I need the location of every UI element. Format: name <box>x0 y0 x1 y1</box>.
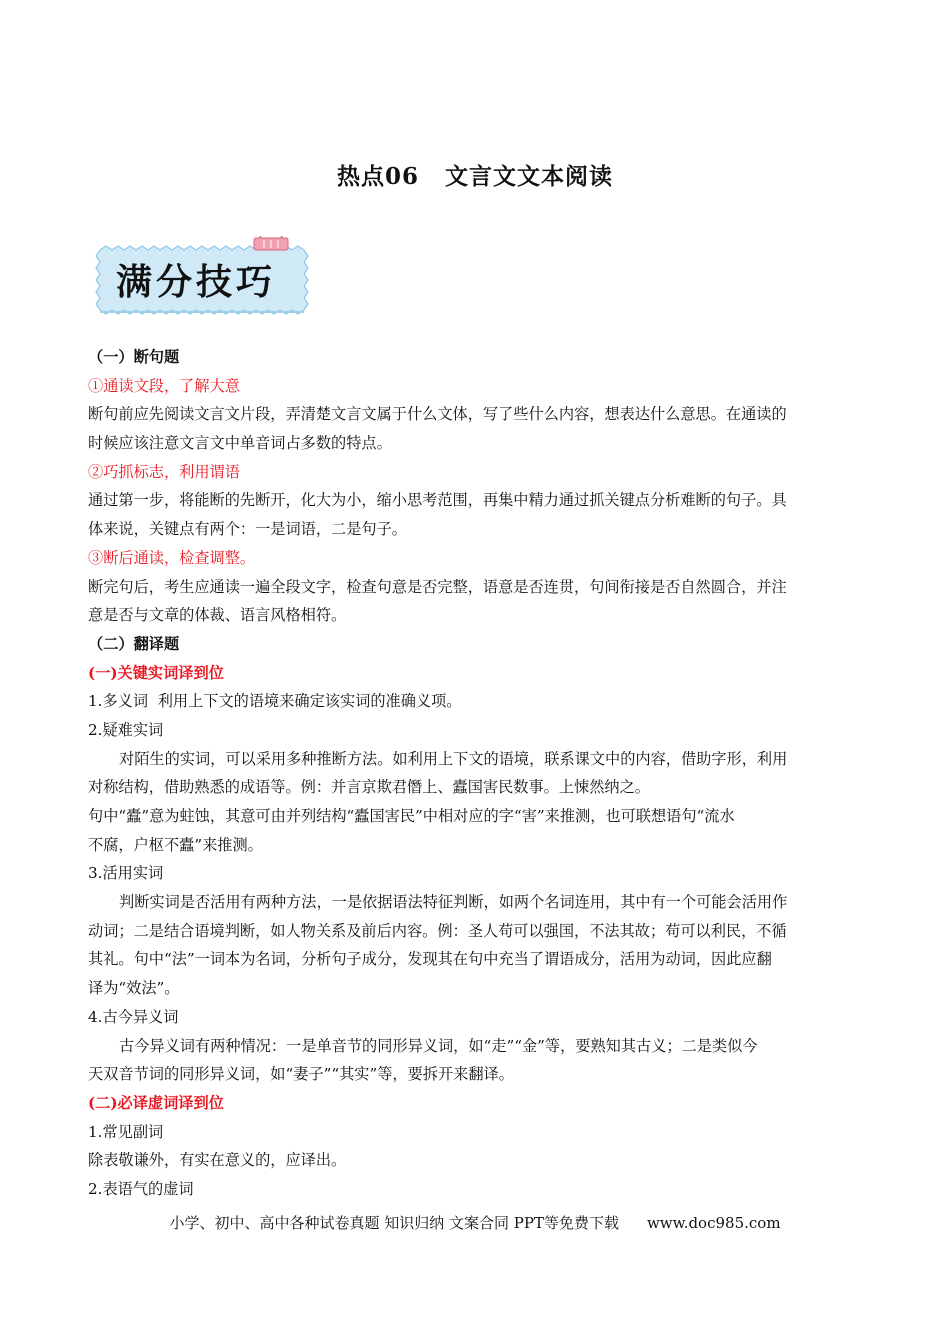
footer-text: 小学、初中、高中各种试卷真题 知识归纳 文案合同 PPT等免费下载 <box>169 1214 619 1232</box>
paragraph-line: 动词；二是结合语境判断，如人物关系及前后内容。例：圣人苟可以强国，不法其故；苟可以利民，不循 <box>88 921 787 940</box>
paragraph-line: 时候应该注意文言文中单音词占多数的特点。 <box>88 434 392 453</box>
binder-clip-icon <box>254 236 288 250</box>
footer-url-link[interactable]: www.doc985.com <box>646 1214 781 1232</box>
paragraph-line: 除表敬谦外，有实在意义的，应译出。 <box>88 1151 347 1170</box>
paragraph-line: 意是否与文章的体裁、语言风格相符。 <box>88 606 347 625</box>
numbered-item: 2.表语气的虚词 <box>88 1179 194 1198</box>
numbered-item: 1.多义词 利用上下文的语境来确定该实词的准确义项。 <box>88 692 462 711</box>
paragraph-line: 断句前应先阅读文言文片段，弄清楚文言文属于什么文体，写了些什么内容，想表达什么意思。在通读的 <box>88 405 787 424</box>
badge-text: 满分技巧 <box>116 262 277 303</box>
paragraph-line: 古今异义词有两种情况：一是单音节的同形异义词，如“走”“金”等，要熟知其古义；二是类似今 <box>119 1036 758 1055</box>
paragraph-line: 译为“效法”。 <box>88 979 180 998</box>
section-heading-translation: （二）翻译题 <box>88 634 180 653</box>
paragraph-line: 其礼。句中“法”一词本为名词，分析句子成分，发现其在句中充当了谓语成分，活用为动词，因此应翻 <box>88 950 772 969</box>
title-part2: 文言文文本阅读 <box>445 163 613 190</box>
subsection-heading: (一)关键实词译到位 <box>88 663 224 682</box>
numbered-item: 4.古今异义词 <box>88 1007 179 1026</box>
full-marks-skills-badge <box>94 236 314 318</box>
paragraph-line: 天双音节词的同形异义词，如“妻子”“其实”等，要拆开来翻译。 <box>88 1065 514 1084</box>
title-part1: 热点06 <box>336 163 419 190</box>
subsection-heading: (二)必译虚词译到位 <box>88 1093 224 1112</box>
paragraph-line: 体来说，关键点有两个：一是词语，二是句子。 <box>88 520 407 539</box>
page-footer <box>0 1212 950 1233</box>
paragraph-line: 断完句后，考生应通读一遍全段文字，检查句意是否完整，语意是否连贯，句间衔接是否自然圆合，并注 <box>88 577 787 596</box>
section-heading-sentence-breaking: （一）断句题 <box>88 348 180 366</box>
numbered-item: 2.疑难实词 <box>88 720 164 739</box>
numbered-item: 1.常见副词 <box>88 1122 164 1141</box>
paragraph-line: 对称结构，借助熟悉的成语等。例：并言京欺君僭上、蠹国害民数事。上悚然纳之。 <box>88 778 650 797</box>
page-title <box>0 158 950 191</box>
numbered-item: 3.活用实词 <box>88 864 164 883</box>
paragraph-line: 通过第一步，将能断的先断开，化大为小，缩小思考范围，再集中精力通过抓关键点分析难断的句子。具 <box>88 491 787 510</box>
paragraph-line: 判断实词是否活用有两种方法，一是依据语法特征判断，如两个名词连用，其中有一个可能会活用作 <box>119 893 788 912</box>
main-content <box>88 343 858 1204</box>
step-heading: ③断后通读，检查调整。 <box>88 548 256 567</box>
step-heading: ①通读文段，了解大意 <box>88 376 240 395</box>
paragraph-line: 句中“蠹”意为蛀蚀，其意可由并列结构“蠹国害民”中相对应的字“害”来推测，也可联想语句“流水 <box>88 807 735 825</box>
paragraph-line: 不腐，户枢不蠹”来推测。 <box>88 835 263 854</box>
paragraph-line: 对陌生的实词，可以采用多种推断方法。如利用上下文的语境，联系课文中的内容，借助字形，利用 <box>119 749 788 768</box>
step-heading: ②巧抓标志，利用谓语 <box>88 462 240 481</box>
